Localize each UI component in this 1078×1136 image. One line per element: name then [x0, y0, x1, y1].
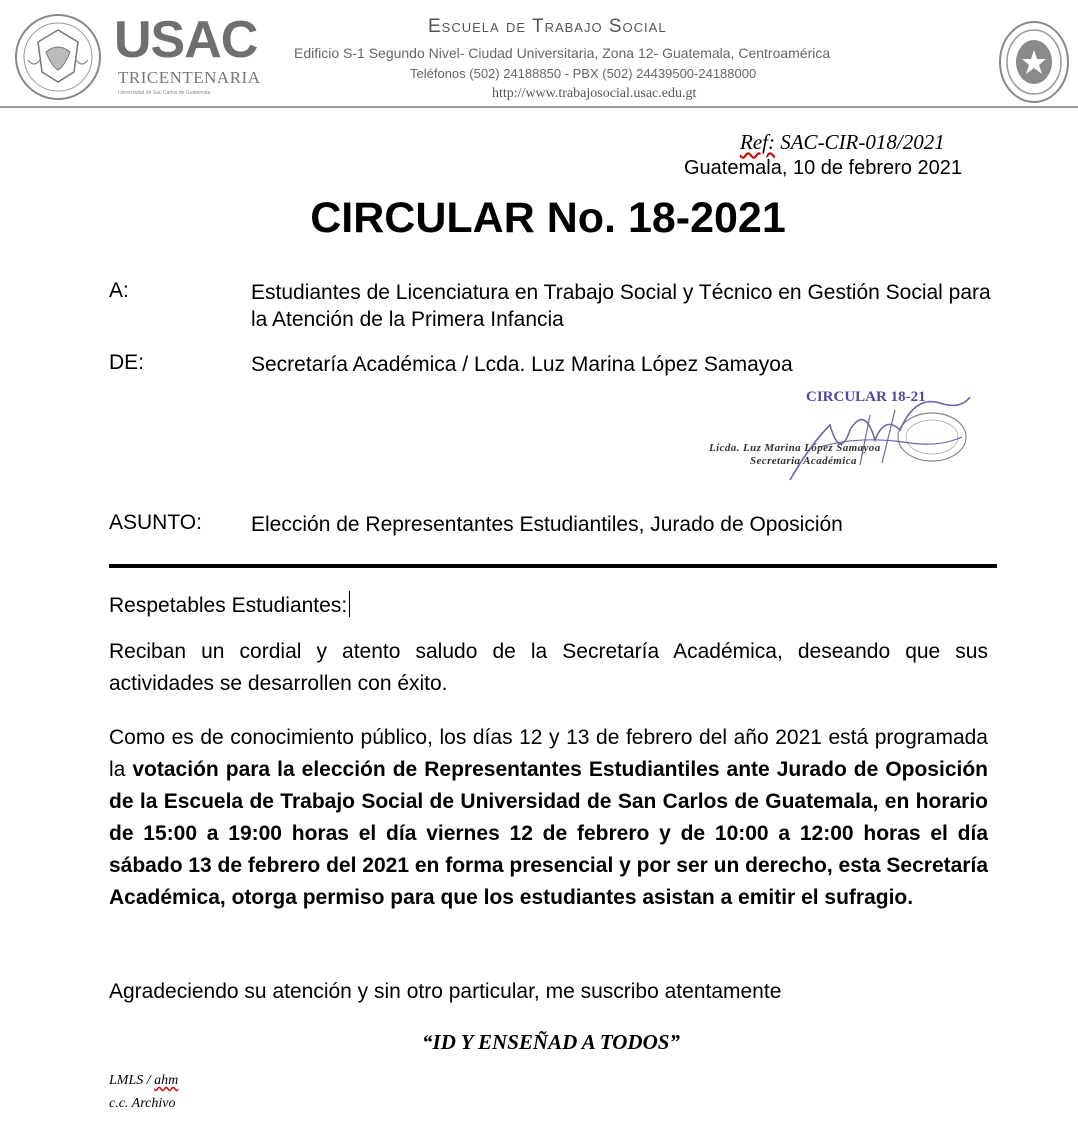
usac-logo-tagline: Universidad de San Carlos de Guatemala [118, 90, 211, 96]
paragraph-greeting: Reciban un cordial y atento saludo de la Secretaría Académica, deseando que sus actividades se desarrollen con éxito. [109, 640, 988, 695]
reference-code: SAC-CIR-018/2021 [780, 130, 945, 154]
document-title: CIRCULAR No. 18-2021 [310, 194, 786, 242]
salutation-text: Respetables Estudiantes: [109, 594, 348, 617]
from-label: DE: [109, 351, 145, 374]
date-line: Guatemala, 10 de febrero 2021 [684, 157, 962, 179]
header-divider [0, 106, 1078, 108]
to-value: Estudiantes de Licenciatura en Trabajo Social y Técnico en Gestión Social para la Atención de la Primera Infancia [251, 281, 991, 331]
school-address: Edificio S-1 Segundo Nivel- Ciudad Universitaria, Zona 12- Guatemala, Centroamérica [294, 45, 831, 61]
subject-value: Elección de Representantes Estudiantiles, Jurado de Oposición [251, 513, 843, 536]
text-cursor [349, 591, 350, 617]
school-website: http://www.trabajosocial.usac.edu.gt [492, 86, 697, 101]
reference-line [740, 130, 945, 155]
signature-stamp-text: CIRCULAR 18-21 [806, 389, 926, 405]
to-label: A: [109, 279, 129, 302]
reference-initials [109, 1073, 178, 1089]
carbon-copy-line: c.c. Archivo [109, 1096, 176, 1111]
motto: “ID Y ENSEÑAD A TODOS” [422, 1030, 680, 1054]
school-name: Escuela de Trabajo Social [428, 16, 667, 37]
paragraph-announcement-intro: Como es de conocimiento público, los días 12 y 13 de febrero del año 2021 está programada la [109, 726, 988, 781]
school-phones: Teléfonos (502) 24188850 - PBX (502) 24439500-24188000 [410, 66, 757, 81]
usac-logo-subtitle: TRICENTENARIA [118, 68, 261, 87]
section-divider [109, 564, 997, 568]
from-value: Secretaría Académica / Lcda. Luz Marina López Samayoa [251, 353, 793, 376]
usac-logo [114, 11, 261, 104]
initials-typist: ahm [154, 1073, 179, 1088]
reference-label: Ref: [740, 130, 775, 154]
initials-author: LMLS / [109, 1073, 155, 1088]
paragraph-announcement [109, 722, 988, 914]
signer-role: Secretaria Académica [750, 455, 857, 467]
salutation[interactable] [109, 590, 988, 622]
school-seal-icon [998, 20, 1070, 104]
letterhead [0, 0, 1078, 108]
closing-line: Agradeciendo su atención y sin otro particular, me suscribo atentamente [109, 980, 782, 1003]
university-seal-icon [8, 12, 108, 102]
usac-logo-text: USAC [114, 11, 258, 69]
signer-name: Licda. Luz Marina López Samayoa [709, 442, 881, 454]
subject-label: ASUNTO: [109, 511, 202, 534]
paragraph-announcement-bold: votación para la elección de Representantes Estudiantiles ante Jurado de Oposición de la Escuela de Trabajo Social de Universidad de San Carlos de Guatemala, en horario de 15:00 a 19:00 horas el día viernes 12 de febrero y de 10:00 a 12:00 horas el día sábado 13 de febrero del 2021 en forma presencial y por ser un derecho, esta Secretaría Académica, otorga permiso para que los estudiantes asistan a emitir el sufragio. [109, 758, 988, 909]
